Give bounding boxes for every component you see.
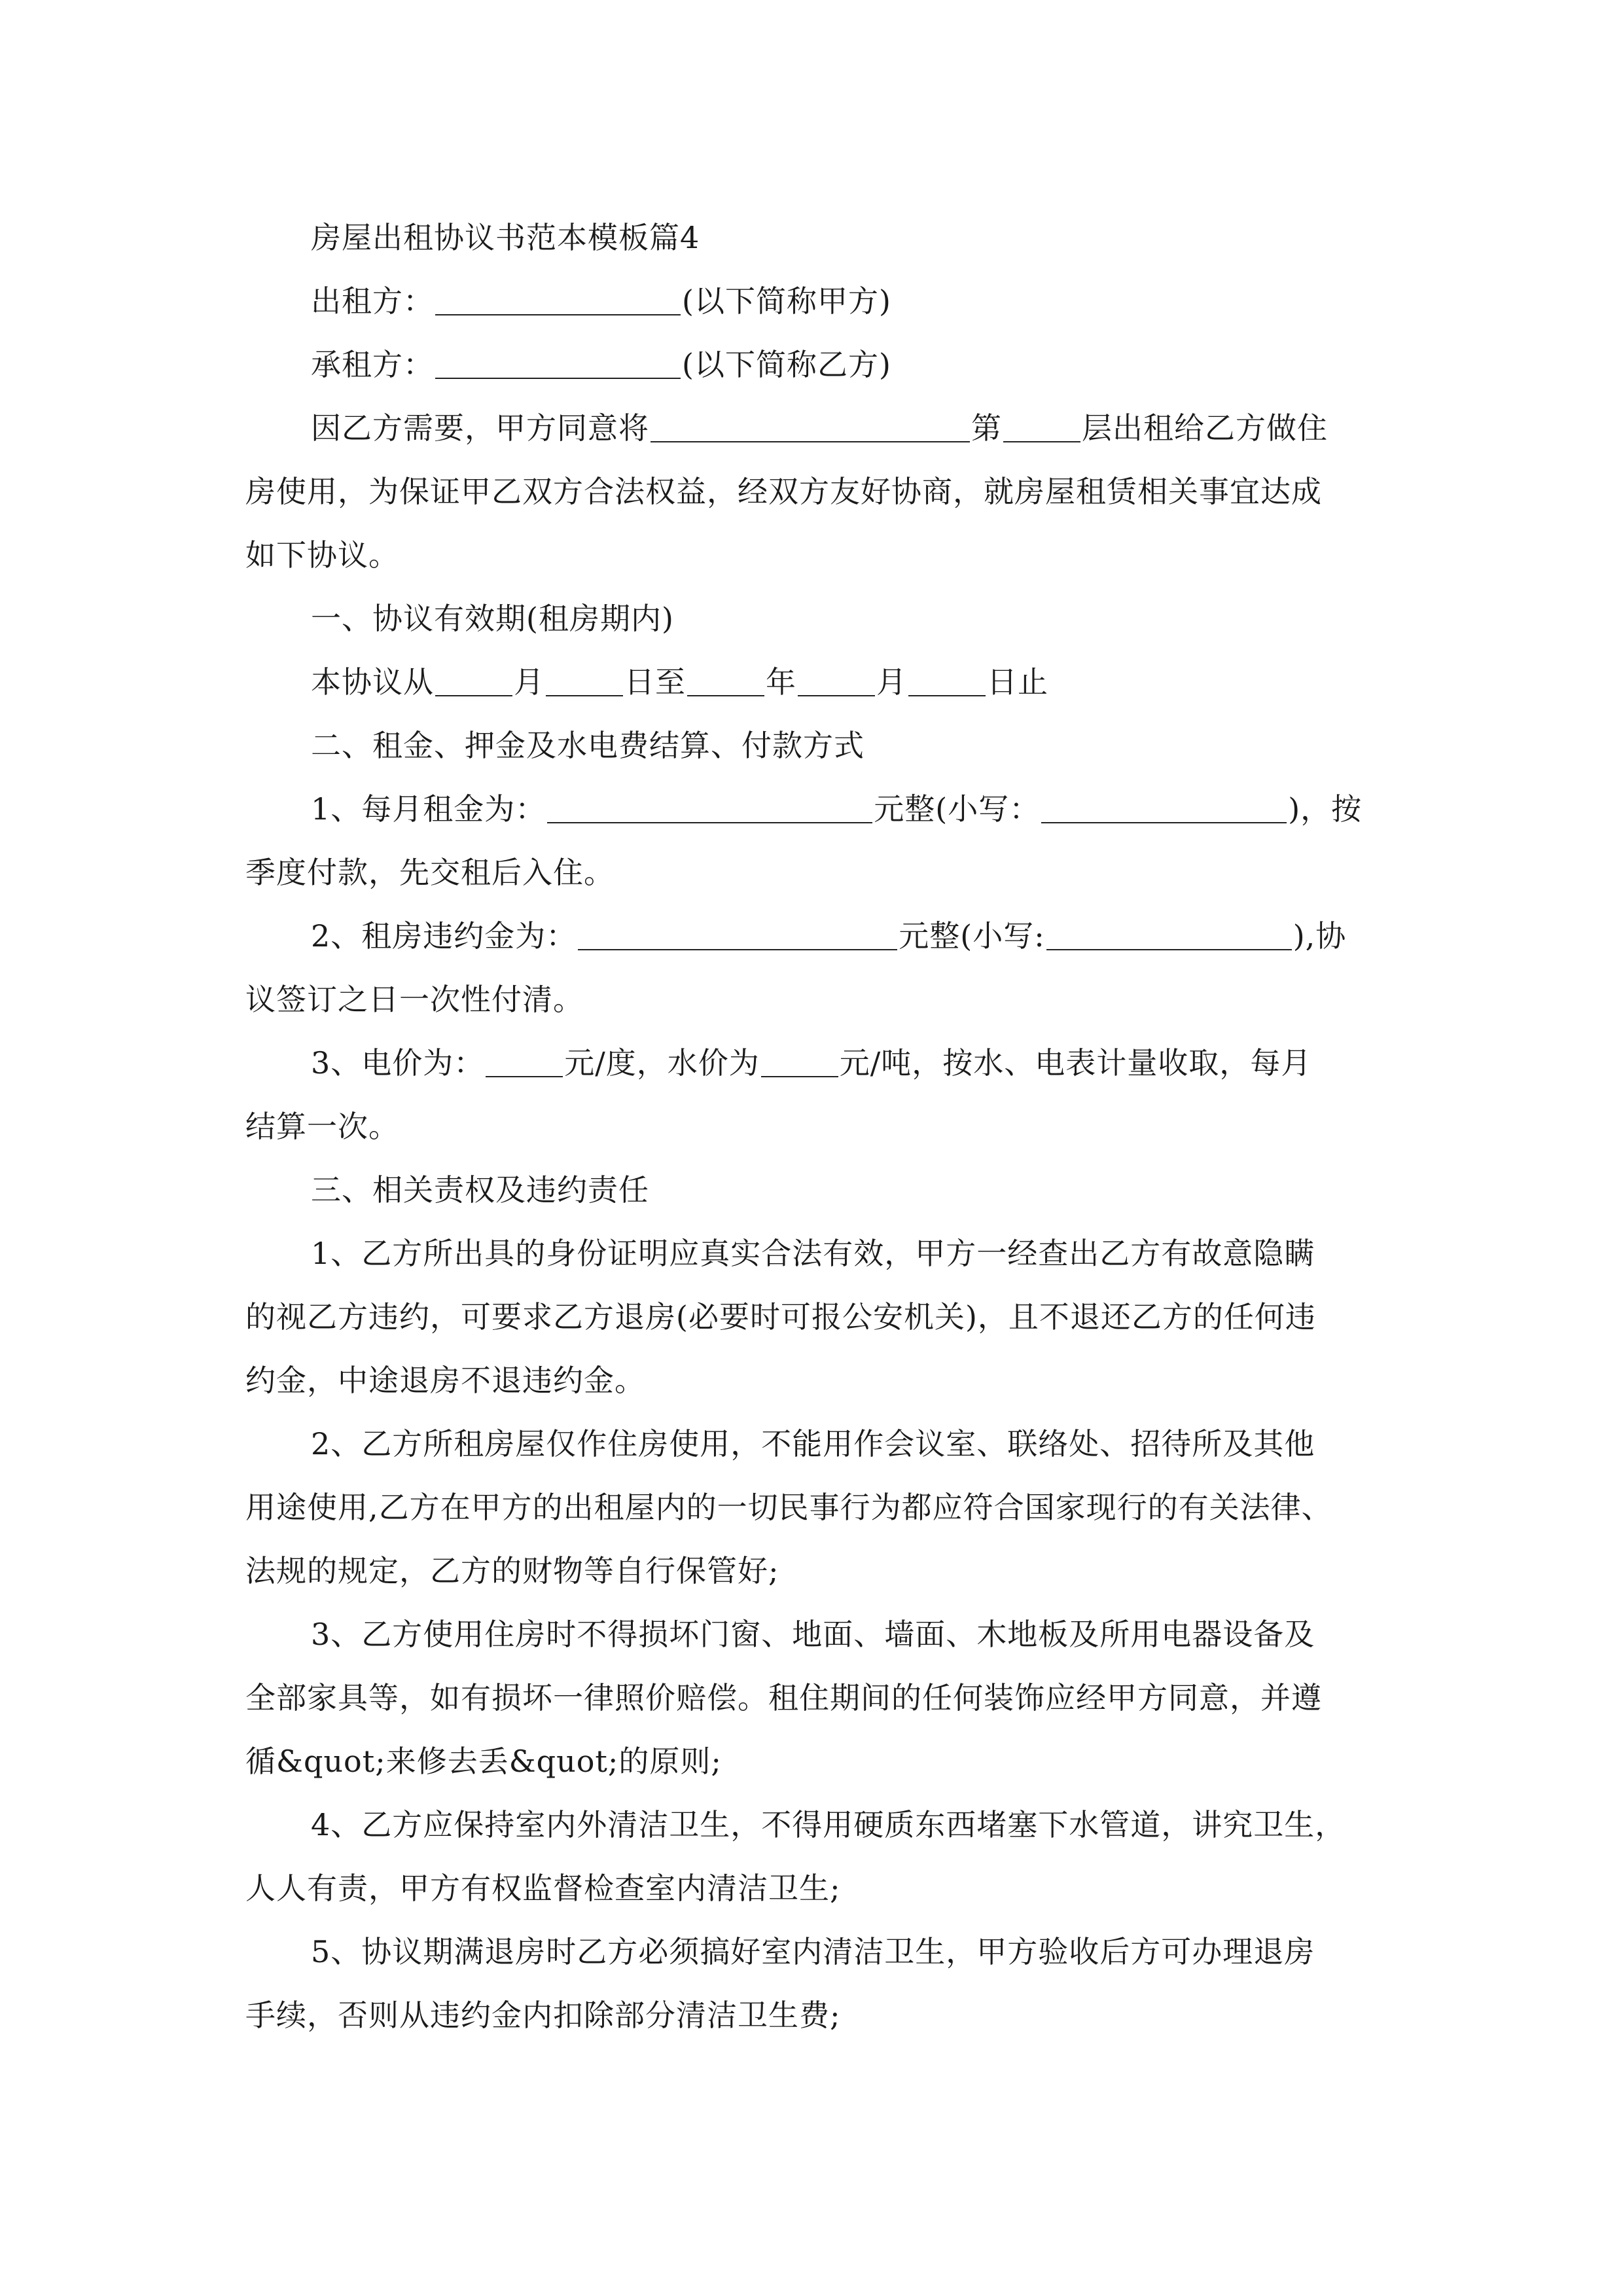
section1-heading [245, 587, 1378, 651]
deposit-line-2 [245, 968, 1378, 1031]
term-text-6: 日止 [987, 664, 1048, 700]
clause1-line-1 [245, 1222, 1378, 1285]
utility-text-4: 结算一次。 [245, 1109, 399, 1144]
clause3-text-2: 全部家具等，如有损坏一律照价赔偿。租住期间的任何装饰应经甲方同意，并遵 [245, 1680, 1322, 1715]
deposit-text-3: ),协 [1293, 918, 1347, 954]
water-price-blank [761, 1050, 838, 1077]
clause4-line-1 [245, 1793, 1378, 1857]
section3-heading [245, 1158, 1378, 1222]
deposit-text-2: 元整(小写: [899, 918, 1045, 954]
term-text-3: 日至 [624, 664, 686, 700]
start-month-blank [435, 669, 512, 696]
lessee-label: 承租方： [311, 347, 434, 382]
lessee-name-blank [435, 351, 681, 379]
utility-text-2: 元/度，水价为 [564, 1045, 760, 1081]
intro-text-2: 第 [971, 410, 1002, 446]
lessee-line [245, 333, 1378, 397]
clause5-line-2 [245, 1984, 1378, 2047]
lessor-label: 出租方： [311, 283, 434, 319]
utility-line-1 [245, 1031, 1378, 1095]
intro-line-3 [245, 524, 1378, 587]
section2-heading-text: 二、租金、押金及水电费结算、付款方式 [311, 728, 865, 763]
deposit-digits-blank [1046, 923, 1292, 950]
rent-line-1 [245, 778, 1378, 841]
clause5-text-1: 5、协议期满退房时乙方必须搞好室内清洁卫生，甲方验收后方可办理退房 [311, 1934, 1315, 1969]
clause2-line-2 [245, 1476, 1378, 1539]
utility-line-2 [245, 1095, 1378, 1158]
clause3-line-3 [245, 1730, 1378, 1793]
document-page [245, 206, 1378, 2047]
end-year-blank [687, 669, 764, 696]
clause2-text-2: 用途使用,乙方在甲方的出租屋内的一切民事行为都应符合国家现行的有关法律、 [245, 1490, 1332, 1525]
rent-text-1: 1、每月租金为： [311, 791, 546, 827]
clause5-line-1 [245, 1920, 1378, 1984]
deposit-text-4: 议签订之日一次性付清。 [245, 982, 584, 1017]
lessor-name-blank [435, 288, 681, 315]
section2-heading [245, 714, 1378, 778]
rent-amount-blank [547, 796, 872, 823]
clause1-line-3 [245, 1349, 1378, 1412]
utility-text-1: 3、电价为： [311, 1045, 485, 1081]
clause2-line-3 [245, 1539, 1378, 1603]
clause1-line-2 [245, 1285, 1378, 1349]
clause4-line-2 [245, 1857, 1378, 1920]
intro-line-1 [245, 397, 1378, 460]
lessor-line [245, 270, 1378, 333]
intro-text-5: 如下协议。 [245, 537, 399, 573]
clause1-text-3: 约金，中途退房不退违约金。 [245, 1363, 645, 1398]
term-text-4: 年 [766, 664, 796, 700]
clause4-text-1: 4、乙方应保持室内外清洁卫生，不得用硬质东西堵塞下水管道，讲究卫生， [311, 1807, 1346, 1842]
clause3-line-1 [245, 1603, 1378, 1666]
clause1-text-2: 的视乙方违约，可要求乙方退房(必要时可报公安机关)，且不退还乙方的任何违 [245, 1299, 1316, 1335]
clause2-line-1 [245, 1412, 1378, 1476]
deposit-text-1: 2、租房违约金为： [311, 918, 577, 954]
lessee-suffix: (以下简称乙方) [682, 347, 891, 382]
term-text-1: 本协议从 [311, 664, 434, 700]
intro-line-2 [245, 460, 1378, 524]
term-text-2: 月 [514, 664, 544, 700]
rent-text-4: 季度付款，先交租后入住。 [245, 855, 615, 890]
clause2-text-1: 2、乙方所租房屋仅作住房使用，不能用作会议室、联络处、招待所及其他 [311, 1426, 1315, 1462]
clause4-text-2: 人人有责，甲方有权监督检查室内清洁卫生; [245, 1871, 841, 1906]
clause3-text-3: 循&quot;来修去丢&quot;的原则; [245, 1744, 722, 1779]
term-text-5: 月 [876, 664, 907, 700]
deposit-amount-blank [578, 923, 897, 950]
intro-text-3: 层出租给乙方做住 [1082, 410, 1328, 446]
title-text: 房屋出租协议书范本模板篇4 [311, 220, 700, 255]
document-title [245, 206, 1378, 270]
section3-heading-text: 三、相关责权及违约责任 [311, 1172, 649, 1208]
end-month-blank [798, 669, 875, 696]
rent-text-2: 元整(小写： [874, 791, 1041, 827]
intro-text-1: 因乙方需要，甲方同意将 [311, 410, 649, 446]
end-day-blank [908, 669, 986, 696]
clause3-text-1: 3、乙方使用住房时不得损坏门窗、地面、墙面、木地板及所用电器设备及 [311, 1617, 1315, 1652]
clause3-line-2 [245, 1666, 1378, 1730]
address-blank [651, 415, 970, 442]
rent-line-2 [245, 841, 1378, 905]
electricity-price-blank [486, 1050, 563, 1077]
utility-text-3: 元/吨，按水、电表计量收取，每月 [839, 1045, 1312, 1081]
intro-text-4: 房使用，为保证甲乙双方合法权益，经双方友好协商，就房屋租赁相关事宜达成 [245, 474, 1322, 509]
clause1-text-1: 1、乙方所出具的身份证明应真实合法有效，甲方一经查出乙方有故意隐瞒 [311, 1236, 1315, 1271]
section1-heading-text: 一、协议有效期(租房期内) [311, 601, 674, 636]
start-day-blank [546, 669, 623, 696]
clause2-text-3: 法规的规定，乙方的财物等自行保管好; [245, 1553, 779, 1588]
clause5-text-2: 手续，否则从违约金内扣除部分清洁卫生费; [245, 1998, 841, 2033]
term-line [245, 651, 1378, 714]
deposit-line-1 [245, 905, 1378, 968]
rent-digits-blank [1041, 796, 1287, 823]
floor-blank [1003, 415, 1080, 442]
rent-text-3: )，按 [1288, 791, 1363, 827]
lessor-suffix: (以下简称甲方) [682, 283, 891, 319]
